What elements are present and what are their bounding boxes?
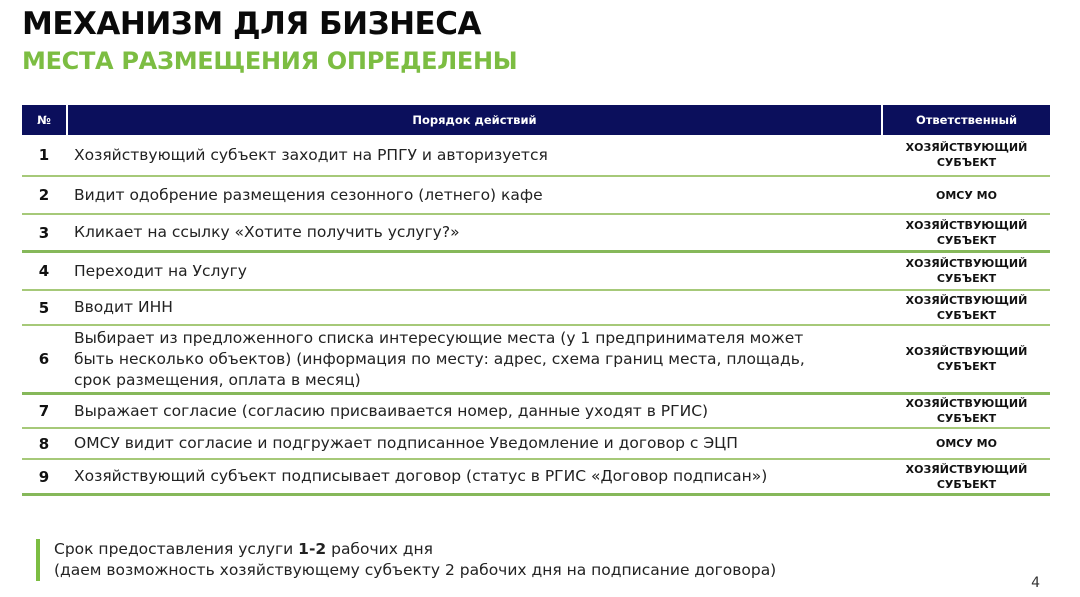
row-number: 2 xyxy=(38,186,50,204)
table-row xyxy=(22,253,1050,291)
row-action: Переходит на Услугу xyxy=(74,261,247,280)
table-header xyxy=(22,105,1050,135)
table-row xyxy=(22,135,1050,177)
row-action: Кликает на ссылку «Хотите получить услугу?» xyxy=(74,223,460,241)
row-action: Выбирает из предложенного списка интересующие места (у 1 предпринимателя может быть несколько объектов) (информация по месту: адрес, схема границ места, площадь, срок размещения, оплата в месяц) xyxy=(74,328,805,389)
row-responsible: ХОЗЯЙСТВУЮЩИЙ СУБЪЕКТ xyxy=(905,462,1028,491)
row-number: 6 xyxy=(38,350,50,368)
note-suffix: рабочих дня xyxy=(326,540,433,558)
row-number: 8 xyxy=(38,434,50,453)
table-row xyxy=(22,177,1050,215)
row-responsible: ХОЗЯЙСТВУЮЩИЙ СУБЪЕКТ xyxy=(905,293,1028,322)
table-row xyxy=(22,291,1050,326)
row-responsible: ХОЗЯЙСТВУЮЩИЙ СУБЪЕКТ xyxy=(905,345,1028,373)
actions-table xyxy=(22,105,1050,496)
column-header-actions: Порядок действий xyxy=(412,113,537,127)
row-responsible: ХОЗЯЙСТВУЮЩИЙ СУБЪЕКТ xyxy=(905,218,1028,247)
note-line-2: (даем возможность хозяйствующему субъекту 2 рабочих дня на подписание договора) xyxy=(54,561,777,579)
row-action: Хозяйствующий субъект заходит на РПГУ и авторизуется xyxy=(74,145,548,164)
table-row xyxy=(22,460,1050,496)
row-action: Выражает согласие (согласию присваивается номер, данные уходят в РГИС) xyxy=(74,401,709,420)
row-responsible: ХОЗЯЙСТВУЮЩИЙ СУБЪЕКТ xyxy=(905,141,1028,169)
row-number: 4 xyxy=(38,262,50,280)
row-responsible: ОМСУ МО xyxy=(936,188,997,202)
page-number: 4 xyxy=(1031,575,1040,591)
row-action: ОМСУ видит согласие и подгружает подписанное Уведомление и договор с ЭЦП xyxy=(74,434,738,452)
row-number: 1 xyxy=(38,146,50,164)
row-action: Хозяйствующий субъект подписывает договор (статус в РГИС «Договор подписан») xyxy=(74,467,768,485)
row-responsible: ХОЗЯЙСТВУЮЩИЙ СУБЪЕКТ xyxy=(905,397,1028,425)
row-number: 7 xyxy=(38,402,50,420)
slide-title: МЕХАНИЗМ ДЛЯ БИЗНЕСА xyxy=(22,6,481,42)
note-line-1 xyxy=(54,539,776,560)
note-days-highlight: 1-2 xyxy=(298,540,327,558)
service-term-note xyxy=(36,539,776,581)
row-action: Вводит ИНН xyxy=(74,298,173,316)
row-responsible: ОМСУ МО xyxy=(936,437,997,450)
row-responsible: ХОЗЯЙСТВУЮЩИЙ СУБЪЕКТ xyxy=(905,257,1028,285)
table-row xyxy=(22,429,1050,460)
column-header-number: № xyxy=(22,105,68,135)
table-row xyxy=(22,395,1050,429)
row-number: 9 xyxy=(38,467,50,486)
slide-subtitle: МЕСТА РАЗМЕЩЕНИЯ ОПРЕДЕЛЕНЫ xyxy=(22,47,518,75)
note-prefix: Срок предоставления услуги xyxy=(54,540,299,558)
column-header-responsible: Ответственный xyxy=(881,105,1050,135)
table-row xyxy=(22,215,1050,253)
table-row xyxy=(22,326,1050,395)
row-number: 5 xyxy=(38,298,50,317)
row-number: 3 xyxy=(38,223,50,242)
row-action: Видит одобрение размещения сезонного (летнего) кафе xyxy=(74,185,543,204)
